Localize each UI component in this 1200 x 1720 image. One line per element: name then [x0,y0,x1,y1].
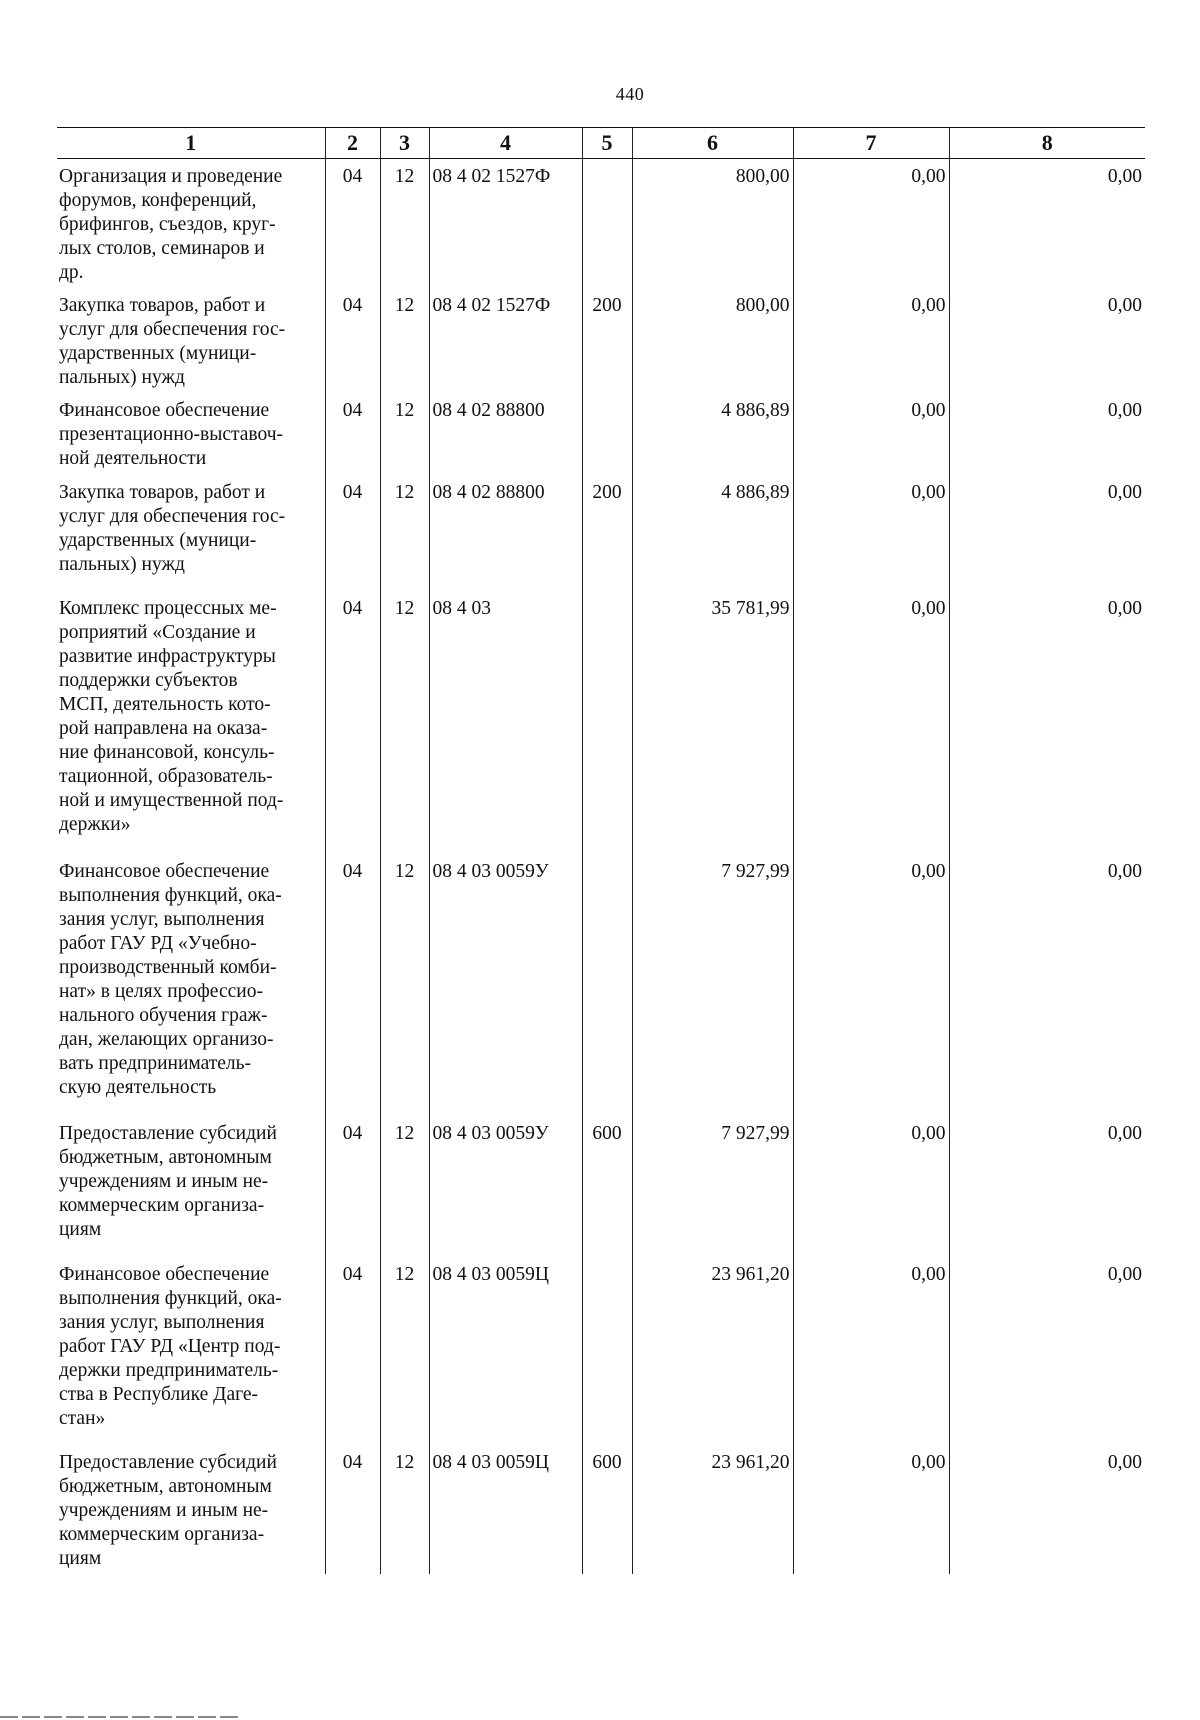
cell-target-code: 08 4 03 0059У [429,854,582,1116]
table-row [57,393,1145,475]
column-header: 5 [582,128,632,159]
cell-expense-type: 600 [582,1445,632,1574]
column-header: 7 [793,128,949,159]
cell-expense-type: 200 [582,475,632,591]
cell-amount-3: 0,00 [949,591,1145,854]
cell-subsection: 12 [380,159,429,288]
table-row [57,1116,1145,1257]
cell-amount-1: 7 927,99 [632,1116,793,1257]
cell-amount-3: 0,00 [949,393,1145,475]
row-name: Организация и проведение форумов, конференций, брифингов, съездов, круг- лых столов, семинаров и др. [59,166,283,283]
cell-target-code: 08 4 02 88800 [429,393,582,475]
scan-artifact-line [0,1716,240,1718]
row-name: Финансовое обеспечение выполнения функций, ока- зания услуг, выполнения работ ГАУ РД «Центр под- держки предприниматель- ства в Республике Даге- стан» [59,1263,282,1429]
cell-target-code: 08 4 03 0059У [429,1116,582,1257]
column-header: 8 [949,128,1145,159]
cell-amount-2: 0,00 [793,591,949,854]
cell-amount-1: 23 961,20 [632,1445,793,1574]
table-row [57,854,1145,1116]
cell-amount-3: 0,00 [949,159,1145,288]
cell-target-code: 08 4 03 [429,591,582,854]
table-row [57,591,1145,854]
cell-amount-2: 0,00 [793,1257,949,1445]
cell-amount-2: 0,00 [793,475,949,591]
cell-target-code: 08 4 02 88800 [429,475,582,591]
header-row [57,128,1145,159]
cell-amount-2: 0,00 [793,854,949,1116]
cell-target-code: 08 4 03 0059Ц [429,1445,582,1574]
page-number: 440 [615,84,645,104]
cell-amount-1: 800,00 [632,159,793,288]
row-name: Закупка товаров, работ и услуг для обеспечения гос- ударственных (муници- пальных) нужд [59,294,286,388]
cell-expense-type [582,159,632,288]
row-name: Предоставление субсидий бюджетным, автономным учреждениям и иным не- коммерческим организа- циям [59,1451,277,1569]
cell-amount-1: 23 961,20 [632,1257,793,1445]
cell-section: 04 [325,1116,380,1257]
cell-subsection: 12 [380,591,429,854]
row-name: Предоставление субсидий бюджетным, автономным учреждениям и иным не- коммерческим организа- циям [59,1122,277,1240]
cell-amount-1: 35 781,99 [632,591,793,854]
cell-amount-2: 0,00 [793,1445,949,1574]
cell-expense-type: 200 [582,288,632,393]
column-header: 6 [632,128,793,159]
cell-expense-type [582,854,632,1116]
table-row [57,288,1145,393]
cell-amount-3: 0,00 [949,288,1145,393]
cell-amount-1: 7 927,99 [632,854,793,1116]
cell-section: 04 [325,159,380,288]
cell-amount-2: 0,00 [793,393,949,475]
column-header: 1 [57,128,325,159]
cell-amount-2: 0,00 [793,159,949,288]
cell-amount-2: 0,00 [793,288,949,393]
cell-target-code: 08 4 03 0059Ц [429,1257,582,1445]
cell-amount-1: 800,00 [632,288,793,393]
table-row [57,159,1145,288]
cell-section: 04 [325,1257,380,1445]
cell-amount-3: 0,00 [949,854,1145,1116]
row-name: Финансовое обеспечение презентационно-выставоч- ной деятельности [59,399,284,469]
cell-section: 04 [325,1445,380,1574]
cell-amount-3: 0,00 [949,1116,1145,1257]
cell-expense-type: 600 [582,1116,632,1257]
row-name: Финансовое обеспечение выполнения функций, ока- зания услуг, выполнения работ ГАУ РД «Учебно- производственный комби- нат» в целях профессио- нального обучения граж- дан, желающих организо- вать предприниматель- скую деятельность [59,860,282,1098]
table-row [57,1445,1145,1574]
cell-expense-type [582,1257,632,1445]
cell-expense-type [582,591,632,854]
cell-subsection: 12 [380,475,429,591]
table-row [57,475,1145,591]
column-header: 3 [380,128,429,159]
cell-target-code: 08 4 02 1527Ф [429,159,582,288]
cell-section: 04 [325,475,380,591]
cell-amount-3: 0,00 [949,1257,1145,1445]
column-header: 2 [325,128,380,159]
table-row [57,1257,1145,1445]
cell-amount-1: 4 886,89 [632,475,793,591]
row-name: Закупка товаров, работ и услуг для обеспечения гос- ударственных (муници- пальных) нужд [59,481,286,575]
budget-table [57,127,1145,1574]
cell-subsection: 12 [380,854,429,1116]
cell-subsection: 12 [380,288,429,393]
cell-subsection: 12 [380,393,429,475]
cell-subsection: 12 [380,1445,429,1574]
cell-amount-1: 4 886,89 [632,393,793,475]
cell-amount-2: 0,00 [793,1116,949,1257]
cell-subsection: 12 [380,1116,429,1257]
cell-expense-type [582,393,632,475]
cell-subsection: 12 [380,1257,429,1445]
cell-section: 04 [325,393,380,475]
cell-target-code: 08 4 02 1527Ф [429,288,582,393]
column-header: 4 [429,128,582,159]
cell-section: 04 [325,591,380,854]
cell-amount-3: 0,00 [949,1445,1145,1574]
cell-amount-3: 0,00 [949,475,1145,591]
row-name: Комплекс процессных ме- роприятий «Создание и развитие инфраструктуры поддержки субъектов МСП, деятельность кото- рой направлена на оказа- ние финансовой, консуль- тационной, образователь- ной и имущественной под- держки» [59,597,284,835]
cell-section: 04 [325,288,380,393]
cell-section: 04 [325,854,380,1116]
